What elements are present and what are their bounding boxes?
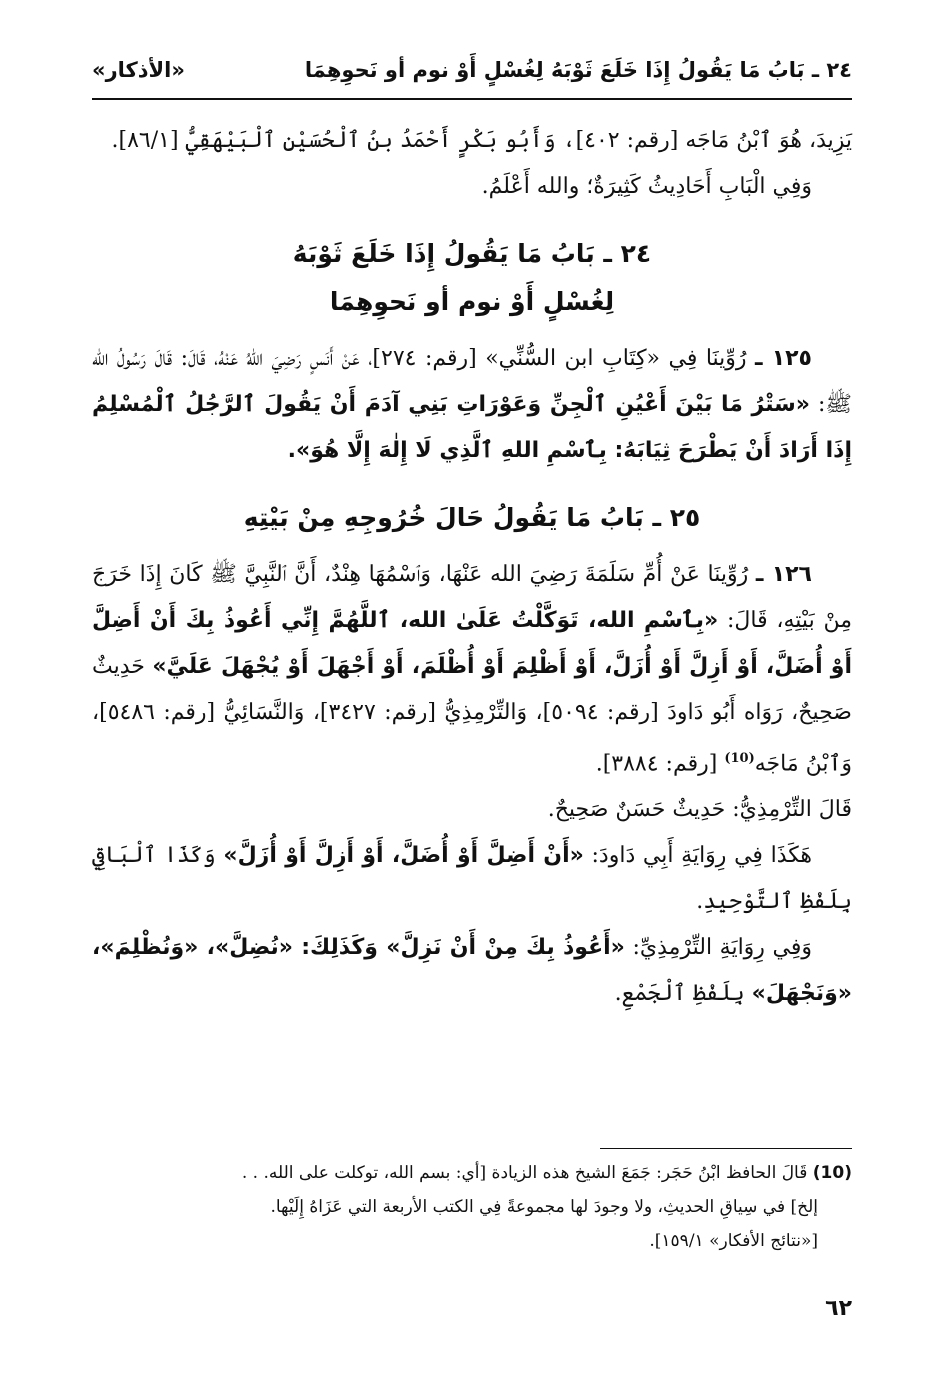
footnote-line-3: [«نتائج الأفكار» ١٥٩/١].	[649, 1231, 818, 1251]
hadith-126-number: ١٢٦ ـ	[755, 562, 812, 587]
footnote-10	[92, 1156, 852, 1258]
hadith-126-narration: رُوِّينَا عَنْ أُمِّ سَلَمَةَ رَضِيَ الله عَنْهَا، وَٱسْمُهَا هِنْدٌ، أَنَّ ٱلنَّبِيَّ ﷺ كَانَ إِذَا خَرَجَ مِنْ بَيْتِهِ، قَالَ:	[92, 562, 853, 633]
hadith-126-ibn-majah-ref: [رقم: ٣٨٨٤].	[595, 751, 718, 777]
header-divider	[92, 98, 852, 100]
hadith-125	[92, 336, 852, 474]
section-24-title-line1: ٢٤ ـ بَابُ مَا يَقُولُ إِذَا خَلَعَ ثَوْبَهُ	[292, 239, 652, 268]
footnote-line-2: إلخ] في سِياقِ الحديثِ، ولا وجودَ لها مجموعةً فِي الكتب الأربعة التي عَزَاهُ إِلَيْها.	[270, 1197, 818, 1217]
main-text	[92, 118, 852, 1017]
closing-line: وَفِي الْبَابِ أَحَادِيثُ كَثِيرَةٌ؛ والله أَعْلَمُ.	[481, 174, 812, 199]
tirmidhi-grade: قَالَ التِّرْمِذِيُّ: حَدِيثٌ حَسَنٌ صَحِيحٌ.	[547, 797, 852, 823]
continued-paragraph: يَزِيدَ، هُوَ ٱبْنُ مَاجَه [رقم: ٤٠٢]، وَأَبُو بَكْرٍ أَحْمَدُ بنُ ٱلْحُسَيْنِ ٱلْبَيْهَقِيُّ [٨٦/١].	[111, 128, 852, 153]
abu-dawud-quote: «أَنْ أَضِلَّ أَوْ أُضَلَّ، أَوْ أَزِلَّ أَوْ أُزَلَّ»	[223, 843, 584, 869]
section-24-heading	[92, 230, 852, 326]
page-number: ٦٢	[825, 1296, 852, 1321]
section-24-title-line2: لِغُسْلٍ أَوْ نوم أو نَحوِهِمَا	[329, 287, 615, 316]
hadith-125-quote: «سَتْرُ مَا بَيْنَ أَعْيُنِ ٱلْجِنِّ وَعَوْرَاتِ بَنِي آدَمَ أَنْ يَقُولَ ٱلرَّجُلُ ٱلْمُسْلِمُ إِذَا أَرَادَ أَنْ يَطْرَحَ ثِيَابَهُ: بِٱسْمِ اللهِ ٱلَّذِي لَا إِلٰهَ إِلَّا هُوَ».	[92, 392, 852, 463]
hadith-125-narration: رُوِّينَا فِي «كِتَابِ ابن السُّنِّي» [رقم: ٢٧٤]، عَنْ أَنَسٍ رَضِيَ اللهُ عَنْهُ، قَالَ: قَالَ رَسُولُ الله ﷺ:	[92, 346, 852, 417]
hadith-125-number: ١٢٥ ـ	[755, 346, 812, 371]
section-25-title: ٢٥ ـ بَابُ مَا يَقُولُ حَالَ خُرُوجِهِ مِنْ بَيْتِهِ	[243, 503, 701, 532]
hadith-126-quote: «بِٱسْمِ الله، تَوَكَّلْتُ عَلَىٰ الله، ٱللَّهُمَّ إِنِّي أَعُوذُ بِكَ أَنْ أَضِلَّ أَوْ أُضَلَّ، أَوْ أَزِلَّ أَوْ أُزَلَّ، أَوْ أَظْلِمَ أَوْ أُظْلَمَ، أَوْ أَجْهَلَ أَوْ يُجْهَلَ عَلَيَّ»	[92, 608, 853, 679]
footnote-mark: (10)	[812, 1163, 852, 1183]
abu-dawud-note	[92, 833, 852, 925]
tirmidhi-quote: «أَعُوذُ بِكَ مِنْ أَنْ نَزِلَّ» وَكَذَلِكَ: «نُضِلَّ»، «وَنُظْلِمَ»، «وَنَجْهَلَ»	[92, 935, 852, 1007]
tirmidhi-note	[92, 925, 852, 1017]
abu-dawud-suffix: وَكَذَا ٱلْبَاقِي بِلَفْظِ ٱلتَّوْحِيدِ.	[92, 843, 852, 915]
tirmidhi-suffix: بِلَفْظِ ٱلْجَمْعِ.	[614, 981, 745, 1007]
footnote-line-1	[92, 1156, 852, 1190]
footnote-reference[interactable]: (10)	[724, 751, 755, 766]
chapter-title: ٢٤ ـ بَابُ مَا يَقُولُ إِذَا خَلَعَ ثَوْبَهُ لِغُسْلٍ أَوْ نوم أو نَحوِهِمَا	[304, 58, 852, 82]
hadith-126	[92, 552, 852, 787]
abu-dawud-prefix: هَكَذَا فِي رِوَايَةِ أَبِي دَاودَ:	[591, 843, 813, 869]
section-25-heading	[92, 494, 852, 542]
footnote-divider	[600, 1148, 852, 1149]
book-title: «الأذكار»	[92, 58, 185, 82]
running-header	[92, 44, 852, 96]
tirmidhi-prefix: وَفِي رِوَايَةِ التِّرْمِذِيِّ:	[632, 935, 813, 961]
footnote-text-1: قَالَ الحافظ ابْنُ حَجَر: جَمَعَ الشيخ هذه الزيادة [أي: بسم الله، توكلت على الله. . .	[241, 1163, 808, 1183]
hadith-126-sources: حَدِيثٌ صَحِيحٌ، رَوَاه أَبُو دَاودَ [رقم: ٥٠٩٤]، وَالتِّرْمِذِيُّ [رقم: ٣٤٢٧]، وَالنَّسَائِيُّ [رقم: ٥٤٨٦]، وَٱبْنُ مَاجَه	[92, 654, 852, 777]
